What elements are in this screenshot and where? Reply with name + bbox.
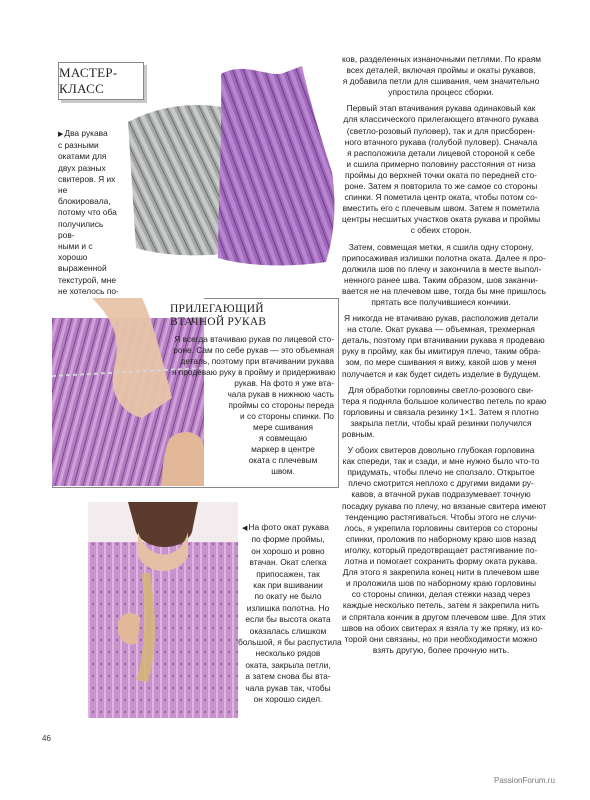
caption-line: по окату не было bbox=[254, 591, 322, 602]
text-line: торой они связаны, но при необходимости можно bbox=[344, 633, 538, 644]
text-line: припосаживая излишки полотна оката. Далее я про- bbox=[342, 252, 546, 263]
text-line: Для обработки горловины светло-розового сви- bbox=[348, 384, 534, 395]
caption-line: с разными bbox=[58, 140, 99, 151]
text-line: с обеих сторон. bbox=[410, 225, 472, 236]
page-number: 46 bbox=[42, 734, 51, 743]
box-title-line2: ВТАЧНОЙ РУКАВ bbox=[170, 316, 267, 328]
caption-line: окатами для bbox=[58, 151, 107, 162]
box-line: оката с плечевым bbox=[248, 455, 318, 465]
caption-line: На фото окат рукава bbox=[248, 522, 329, 532]
text-line: я расположила детали лицевой стороной к себе bbox=[347, 147, 535, 158]
set-in-sleeve-box-title bbox=[170, 303, 266, 329]
text-line: роне. Затем я повторила то же самое со стороны bbox=[344, 181, 538, 192]
text-line: У обоих свитеров довольно глубокая горловина bbox=[347, 445, 535, 456]
set-in-sleeve-box-text bbox=[172, 334, 334, 477]
text-line: как спереди, так и сзади, и мне нужно было что-то bbox=[342, 456, 540, 467]
text-line: ного втачного рукава (голубой пуловер). Сначала bbox=[344, 136, 538, 147]
section-badge-label: МАСТЕР-КЛАСС bbox=[59, 65, 118, 96]
text-line: получается и как будет сидеть изделие в будущем. bbox=[342, 368, 541, 379]
text-line: всех деталей, включая проймы и окаты рукавов, bbox=[346, 65, 536, 76]
text-line: деталь, поэтому при втачивании рукава я продеваю bbox=[342, 335, 545, 346]
text-line: и спрятала кончик в другом плечевом шве. Для этих bbox=[342, 611, 546, 622]
box-line: маркер в центре bbox=[251, 444, 315, 454]
text-line: проймы до верхней точки оката по передней сто- bbox=[345, 169, 537, 180]
caption-line: как при вшивании bbox=[253, 580, 323, 591]
text-line: лотна и помогает сохранить форму оката рукава. bbox=[344, 556, 538, 567]
box-line: я совмещаю bbox=[259, 433, 307, 443]
text-line: посадку рукава по плечу, но вязаные свитера имеют bbox=[342, 500, 547, 511]
box-line: мере сшивания bbox=[253, 422, 313, 432]
text-line: ровным. bbox=[342, 429, 375, 439]
caption-line: текстурой, мне bbox=[58, 274, 117, 285]
caption-line: он хорошо и ровно bbox=[251, 545, 325, 556]
caption-line: большой, я бы распустила bbox=[238, 637, 342, 648]
text-line: я добавила петли для сшивания, чем значительно bbox=[342, 76, 540, 87]
text-line: горловины и связала резинку 1×1. Затем я плотно bbox=[343, 406, 539, 417]
caption-line: ными и с хорошо bbox=[58, 241, 93, 263]
text-line: ненного ранее шва. Таким образом, шов заканчи- bbox=[344, 274, 538, 285]
sleeves-illustration bbox=[126, 62, 348, 270]
model-photo bbox=[88, 502, 238, 718]
text-line: Первый этап втачивания рукава одинаковый как bbox=[346, 103, 536, 114]
caption-line: по форме проймы, bbox=[251, 534, 325, 545]
text-line: Я никогда не втачиваю рукав, расположив детали bbox=[343, 313, 539, 324]
text-line: должила шов по плечу и закончила в месте выпол- bbox=[342, 263, 542, 274]
text-line: Для этого я закрепила конец нити в плечевом шве bbox=[342, 567, 540, 578]
box-line: проймы со стороны переда bbox=[228, 400, 334, 410]
box-line: и со стороны спинки. По bbox=[240, 411, 334, 421]
text-line: тенденцию растягиваться. Чтобы этого не случи- bbox=[345, 511, 537, 522]
text-line: закрыла петли, чтобы край резинки получился bbox=[350, 417, 532, 428]
text-line: и проложила шов по наборному краю горловины bbox=[346, 578, 536, 589]
paragraph bbox=[342, 103, 540, 236]
caption-line: чала рукав так, чтобы bbox=[245, 682, 331, 693]
paragraph bbox=[342, 313, 545, 380]
box-title-line1: ПРИЛЕГАЮЩИЙ bbox=[170, 303, 264, 315]
text-line: лось, я укрепила горловины свитеров со стороны bbox=[344, 522, 538, 533]
text-line: иголку, который предотвращает растягивание по- bbox=[344, 544, 538, 555]
text-line: и сшила примерно половину расстояния от низа bbox=[346, 158, 536, 169]
text-line: спинки. Я пометила центр оката, чтобы потом со- bbox=[344, 192, 538, 203]
text-line: для классического прилегающего втачного рукава bbox=[343, 114, 539, 125]
text-line: ков, разделенных изнаночными петлями. По краям bbox=[342, 54, 542, 64]
text-line: со стороны спинки, делая стежки назад через bbox=[351, 589, 531, 600]
text-line: вается не на плечевом шве, тогда бы мне пришлось bbox=[342, 285, 546, 296]
caption-line: втачан. Окат слегка bbox=[249, 557, 327, 568]
sleeves-photo bbox=[126, 62, 348, 270]
box-line: Я всегда втачиваю рукав по лицевой сто- bbox=[174, 334, 334, 344]
caption-line: припосажен, так bbox=[256, 568, 320, 579]
box-line: рукав. На фото я уже вта- bbox=[234, 378, 334, 388]
caption-line: он хорошо сидел. bbox=[253, 694, 323, 705]
text-line: спинки, проложив по наборному краю шов назад bbox=[345, 533, 537, 544]
text-line: руку в пройму, как бы имитируя плечо, таким обра- bbox=[342, 346, 541, 357]
text-line: прятать все получившиеся кончики. bbox=[371, 296, 511, 307]
caption-line: выраженной bbox=[58, 263, 107, 274]
box-line: роне. Сам по себе рукав — это объемная bbox=[173, 345, 334, 355]
paragraph bbox=[342, 54, 540, 98]
text-line: плечо смотрится неплохо с другими видами ру- bbox=[348, 478, 534, 489]
text-line: Затем, совмещая метки, я сшила одну сторону, bbox=[348, 241, 534, 252]
box-line: я продеваю руку в пройму и придерживаю bbox=[172, 367, 336, 377]
caption-line: если бы высота оката bbox=[245, 614, 331, 625]
caption-line: свитеров. Я их bbox=[58, 173, 116, 184]
caption-line: Два рукава bbox=[64, 128, 108, 138]
box-line: чала рукав в нижнюю часть bbox=[227, 389, 334, 399]
paragraph bbox=[342, 445, 547, 656]
caption-line: не блокировала, bbox=[58, 185, 111, 207]
text-line: вместить его с плечевым швом. Затем я пометила bbox=[342, 203, 540, 214]
paragraph bbox=[342, 241, 546, 309]
caption-line: потому что оба bbox=[58, 207, 117, 218]
box-line: деталь, поэтому при втачивании рукава bbox=[180, 356, 334, 366]
text-line: упростила процесс сборки. bbox=[388, 87, 494, 98]
model-caption bbox=[238, 522, 342, 706]
caption-line: излишка полотна. Но bbox=[246, 602, 330, 613]
text-line: зом, по мере сшивания я вижу, какой шов у меня bbox=[345, 357, 537, 368]
text-line: центры несшитых участков оката рукава и проймы bbox=[342, 214, 541, 225]
text-line: каждые несколько петель, затем я закрепила нить bbox=[342, 600, 540, 611]
text-line: швов на обоих свитерах я взяла ту же пряжу, из ко- bbox=[342, 622, 543, 633]
caption-line: получились ров- bbox=[58, 218, 104, 240]
triangle-left-icon: ◀ bbox=[242, 525, 248, 532]
text-line: кавов, а втачной рукав подразумевает точную bbox=[351, 489, 531, 500]
watermark: PassionForum.ru bbox=[494, 776, 555, 785]
model-illustration bbox=[88, 502, 238, 718]
caption-line: оката, закрыла петли, bbox=[245, 659, 331, 670]
text-line: тера я подняла большое количество петель по краю bbox=[342, 395, 547, 406]
text-line: взять другую, более прочную нить. bbox=[372, 644, 510, 655]
caption-line: оказалась слишком bbox=[249, 625, 327, 636]
box-line: швом. bbox=[271, 466, 295, 476]
caption-line: двух разных bbox=[58, 162, 106, 173]
caption-line: не хотелось по- bbox=[58, 285, 119, 296]
text-line: придумать, чтобы плечо не сползало. Открытое bbox=[347, 467, 535, 478]
text-line: (светло-розовый пуловер), так и для присборен- bbox=[346, 125, 536, 136]
text-line: на столе. Окат рукава — объемная, трехмерная bbox=[347, 324, 535, 335]
triangle-right-icon: ▶ bbox=[58, 131, 64, 138]
paragraph bbox=[342, 384, 547, 440]
caption-line: несколько рядов bbox=[255, 648, 321, 659]
article-body bbox=[342, 54, 547, 656]
caption-line: а затем снова бы вта- bbox=[245, 671, 331, 682]
